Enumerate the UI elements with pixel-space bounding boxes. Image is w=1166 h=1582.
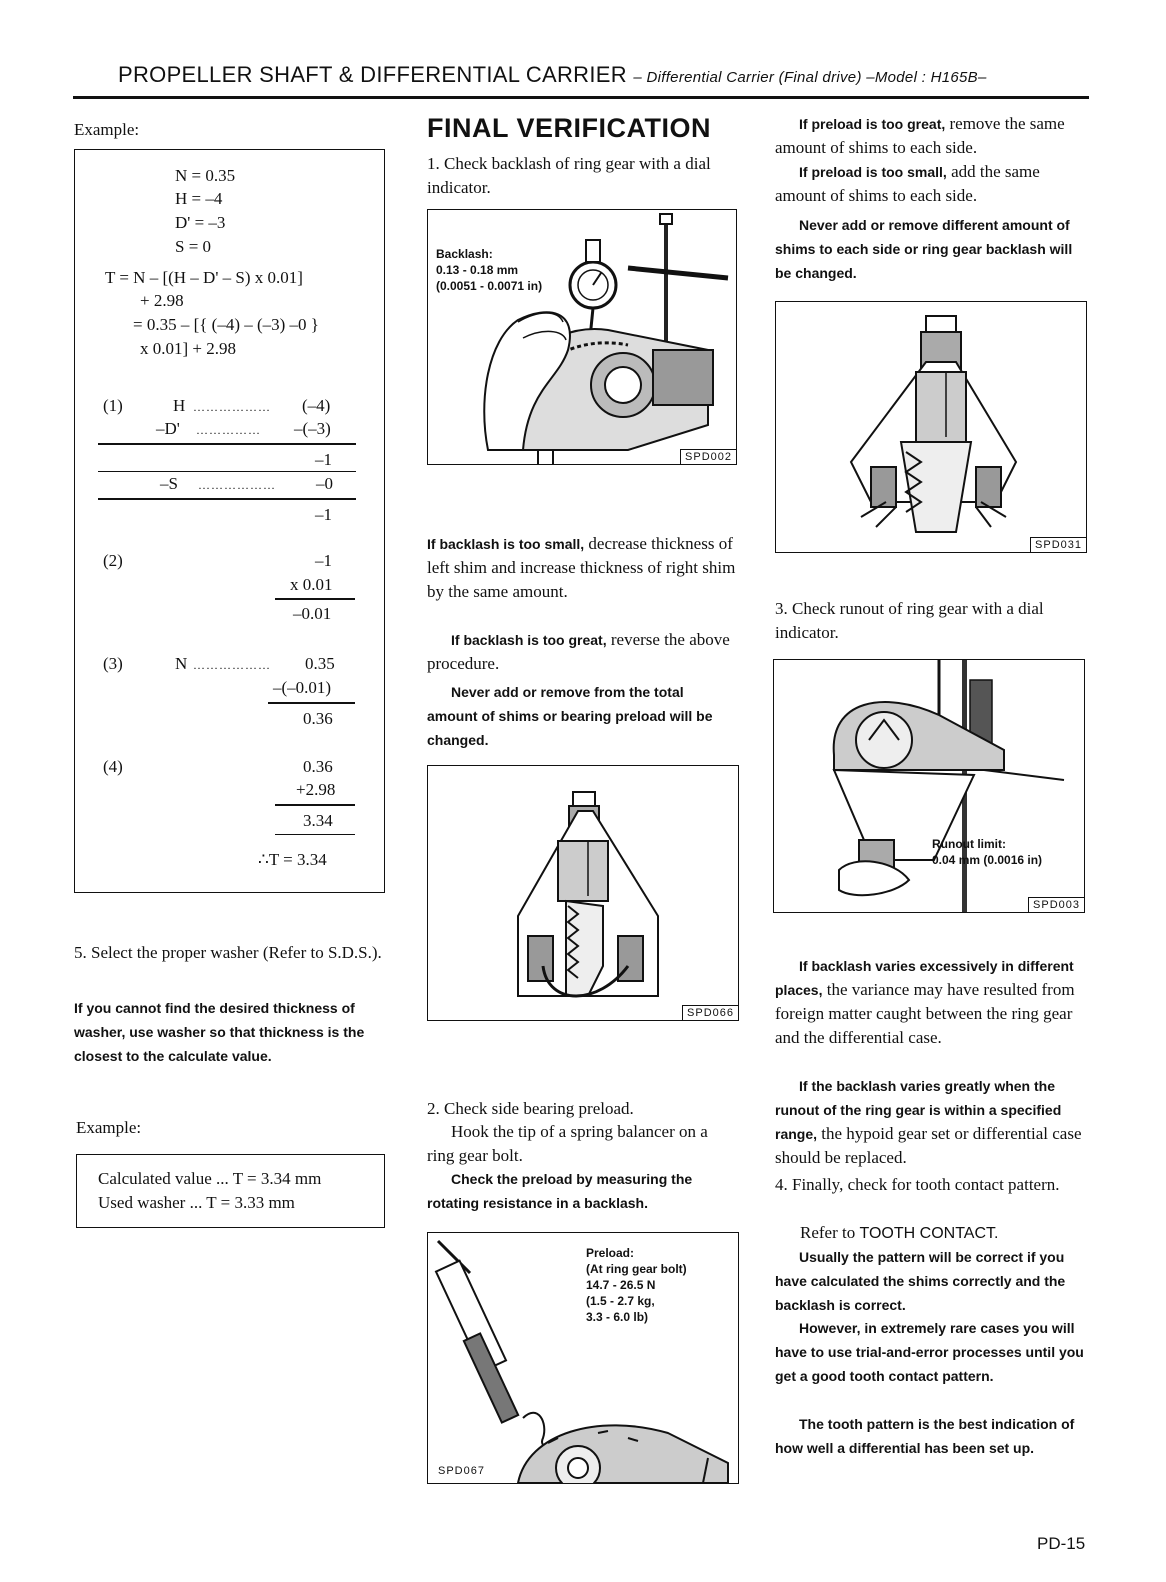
step2-number: (2): [103, 551, 123, 570]
backlash-varies-text: the variance may have resulted from foreign matter caught between the ring gear and the differential case.: [775, 980, 1075, 1047]
step1-s-label: –S: [160, 474, 178, 493]
step2-result: –0.01: [293, 604, 332, 623]
final-result: ∴T = 3.34: [258, 850, 327, 869]
divider: [275, 598, 355, 600]
step4-b: +2.98: [296, 780, 336, 799]
final-verification-heading: FINAL VERIFICATION: [427, 113, 711, 143]
preload-small-text: add the same amount of shims to each side.: [775, 162, 1040, 205]
header-rule: [73, 96, 1089, 99]
var-d: D' = –3: [175, 213, 226, 232]
calculation-box: [74, 149, 385, 893]
runout-title: Runout limit:: [932, 837, 1006, 851]
refer-link: TOOTH CONTACT.: [859, 1225, 999, 1242]
figure-code-spd031: SPD031: [1030, 537, 1086, 552]
preload-great-text: remove the same amount of shims to each side.: [775, 114, 1065, 157]
page-header: [118, 62, 987, 88]
step4-number: (4): [103, 757, 123, 776]
var-n: N = 0.35: [175, 166, 236, 185]
step3-runout: 3. Check runout of ring gear with a dial indicator.: [775, 599, 1044, 642]
page-number: PD-15: [1037, 1534, 1086, 1553]
var-h: H = –4: [175, 189, 223, 208]
runout-spec-label: [932, 836, 1042, 868]
figure-backlash: [427, 209, 737, 465]
figure-side-bearing: [427, 765, 739, 1021]
step3-result: 0.36: [303, 709, 333, 728]
backlash-title: Backlash:: [436, 247, 493, 261]
var-s: S = 0: [175, 237, 212, 256]
carrier-shim-illustration: [776, 302, 1086, 552]
backlash-mm: 0.13 - 0.18 mm: [436, 263, 519, 277]
backlash-varies-bold: If backlash varies excessively in different places,: [775, 958, 1074, 998]
preload-lb: 3.3 - 6.0 lb): [586, 1310, 649, 1324]
step1-d-label: –D': [156, 419, 180, 438]
step4-a: 0.36: [303, 757, 333, 776]
example2-label: Example:: [76, 1118, 142, 1137]
backlash-small-text: decrease thickness of left shim and increase thickness of right shim by the same amount.: [427, 534, 736, 601]
backlash-greatly-para: [775, 1074, 1085, 1170]
refer-prefix: Refer to: [800, 1223, 860, 1242]
formula-line-4: x 0.01] + 2.98: [140, 339, 236, 358]
divider: [98, 471, 356, 472]
step1-result-2: –1: [315, 505, 332, 524]
formula-line-3: = 0.35 – [{ (–4) – (–3) –0 }: [133, 315, 319, 334]
runout-value: 0.04 mm (0.0016 in): [932, 853, 1043, 867]
figure-preload: [427, 1232, 739, 1484]
check-preload-note: Check the preload by measuring the rotating resistance in a backlash.: [427, 1171, 693, 1211]
preload-great-para: [775, 112, 1085, 160]
spring-balancer-illustration: [428, 1233, 738, 1483]
best-indication-note: The tooth pattern is the best indication of how well a differential has been set up.: [775, 1416, 1075, 1456]
preload-kg: (1.5 - 2.7 kg,: [586, 1294, 655, 1308]
hook-spring-balancer: Hook the tip of a spring balancer on a ring gear bolt.: [427, 1122, 708, 1165]
formula-line-1: T = N – [(H – D' – S) x 0.01]: [105, 268, 303, 287]
step3-number: (3): [103, 654, 123, 673]
preload-newton: 14.7 - 26.5 N: [586, 1278, 656, 1292]
usually-note: Usually the pattern will be correct if you have calculated the shims correctly and the backlash is correct.: [775, 1249, 1066, 1313]
step3-a: 0.35: [305, 654, 335, 673]
figure-code-spd066: SPD066: [682, 1005, 738, 1020]
however-note: However, in extremely rare cases you will have to use trial-and-error processes until you get a good tooth contact pattern.: [775, 1320, 1084, 1384]
preload-location: (At ring gear bolt): [586, 1262, 687, 1276]
dot-leader: ………………: [193, 400, 271, 414]
backlash-great-para: [427, 628, 737, 676]
backlash-greatly-bold: If the backlash varies greatly when the runout of the ring gear is within a specified range,: [775, 1078, 1062, 1142]
dot-leader: ……………: [196, 423, 261, 437]
step1-result-1: –1: [315, 450, 332, 469]
calculated-value: Calculated value ... T = 3.34 mm: [98, 1169, 322, 1188]
preload-great-bold: If preload is too great,: [799, 116, 946, 132]
never-different-note: Never add or remove different amount of shims to each side or ring gear backlash will be changed.: [775, 217, 1073, 281]
example2-box: [76, 1154, 385, 1228]
backlash-greatly-text: the hypoid gear set or differential case should be replaced.: [775, 1124, 1082, 1167]
figure-code-spd002: SPD002: [680, 449, 736, 464]
preload-small-para: [775, 160, 1085, 208]
step1-h-label: H: [173, 396, 186, 415]
preload-title: Preload:: [586, 1246, 635, 1260]
carrier-section-illustration: [428, 766, 738, 1020]
runout-illustration: [774, 660, 1084, 912]
backlash-small-bold: If backlash is too small,: [427, 536, 585, 552]
backlash-spec-label: [436, 246, 542, 294]
step1-backlash: 1. Check backlash of ring gear with a dial indicator.: [427, 154, 711, 197]
figure-runout: [773, 659, 1085, 913]
divider: [275, 804, 355, 806]
step1-s-value: –0: [316, 474, 333, 493]
step3-b: –(–0.01): [273, 678, 332, 697]
figure-code-spd003: SPD003: [1028, 897, 1084, 912]
used-washer: Used washer ... T = 3.33 mm: [98, 1193, 295, 1212]
preload-small-bold: If preload is too small,: [799, 164, 947, 180]
backlash-varies-para: [775, 954, 1085, 1050]
backlash-in: (0.0051 - 0.0071 in): [436, 279, 543, 293]
example-label: Example:: [74, 120, 140, 139]
step4-result: 3.34: [303, 811, 333, 830]
backlash-small-para: [427, 532, 737, 604]
figure-code-spd067: SPD067: [438, 1465, 485, 1477]
washer-note: If you cannot find the desired thickness of washer, use washer so that thickness is the closest to the calculate value.: [74, 1000, 365, 1064]
never-remove-note: Never add or remove from the total amount of shims or bearing preload will be changed.: [427, 684, 713, 748]
step1-d-value: –(–3): [294, 419, 331, 438]
header-subtitle: – Differential Carrier (Final drive) –Model : H165B–: [633, 69, 987, 86]
formula-line-2: + 2.98: [140, 291, 184, 310]
divider: [268, 702, 355, 704]
header-title: PROPELLER SHAFT & DIFFERENTIAL CARRIER: [118, 62, 627, 87]
backlash-great-text: reverse the above procedure.: [427, 630, 730, 673]
dot-leader: ………………: [198, 478, 276, 492]
step1-number: (1): [103, 396, 123, 415]
dot-leader: ………………: [193, 658, 271, 672]
backlash-great-bold: If backlash is too great,: [451, 632, 607, 648]
select-washer-step: 5. Select the proper washer (Refer to S.D.S.).: [74, 943, 382, 962]
divider: [98, 443, 356, 445]
step2-a: –1: [315, 551, 332, 570]
preload-spec-label: [586, 1245, 687, 1325]
refer-tooth-contact: [800, 1221, 1085, 1246]
step2-b: x 0.01: [290, 575, 333, 594]
divider: [98, 498, 356, 500]
step4-tooth-contact: 4. Finally, check for tooth contact pattern.: [775, 1175, 1060, 1194]
step1-h-value: (–4): [302, 396, 331, 415]
step3-n-label: N: [175, 654, 188, 673]
figure-shim-adjust: [775, 301, 1087, 553]
divider: [275, 834, 355, 835]
step2-preload: 2. Check side bearing preload.: [427, 1099, 634, 1118]
